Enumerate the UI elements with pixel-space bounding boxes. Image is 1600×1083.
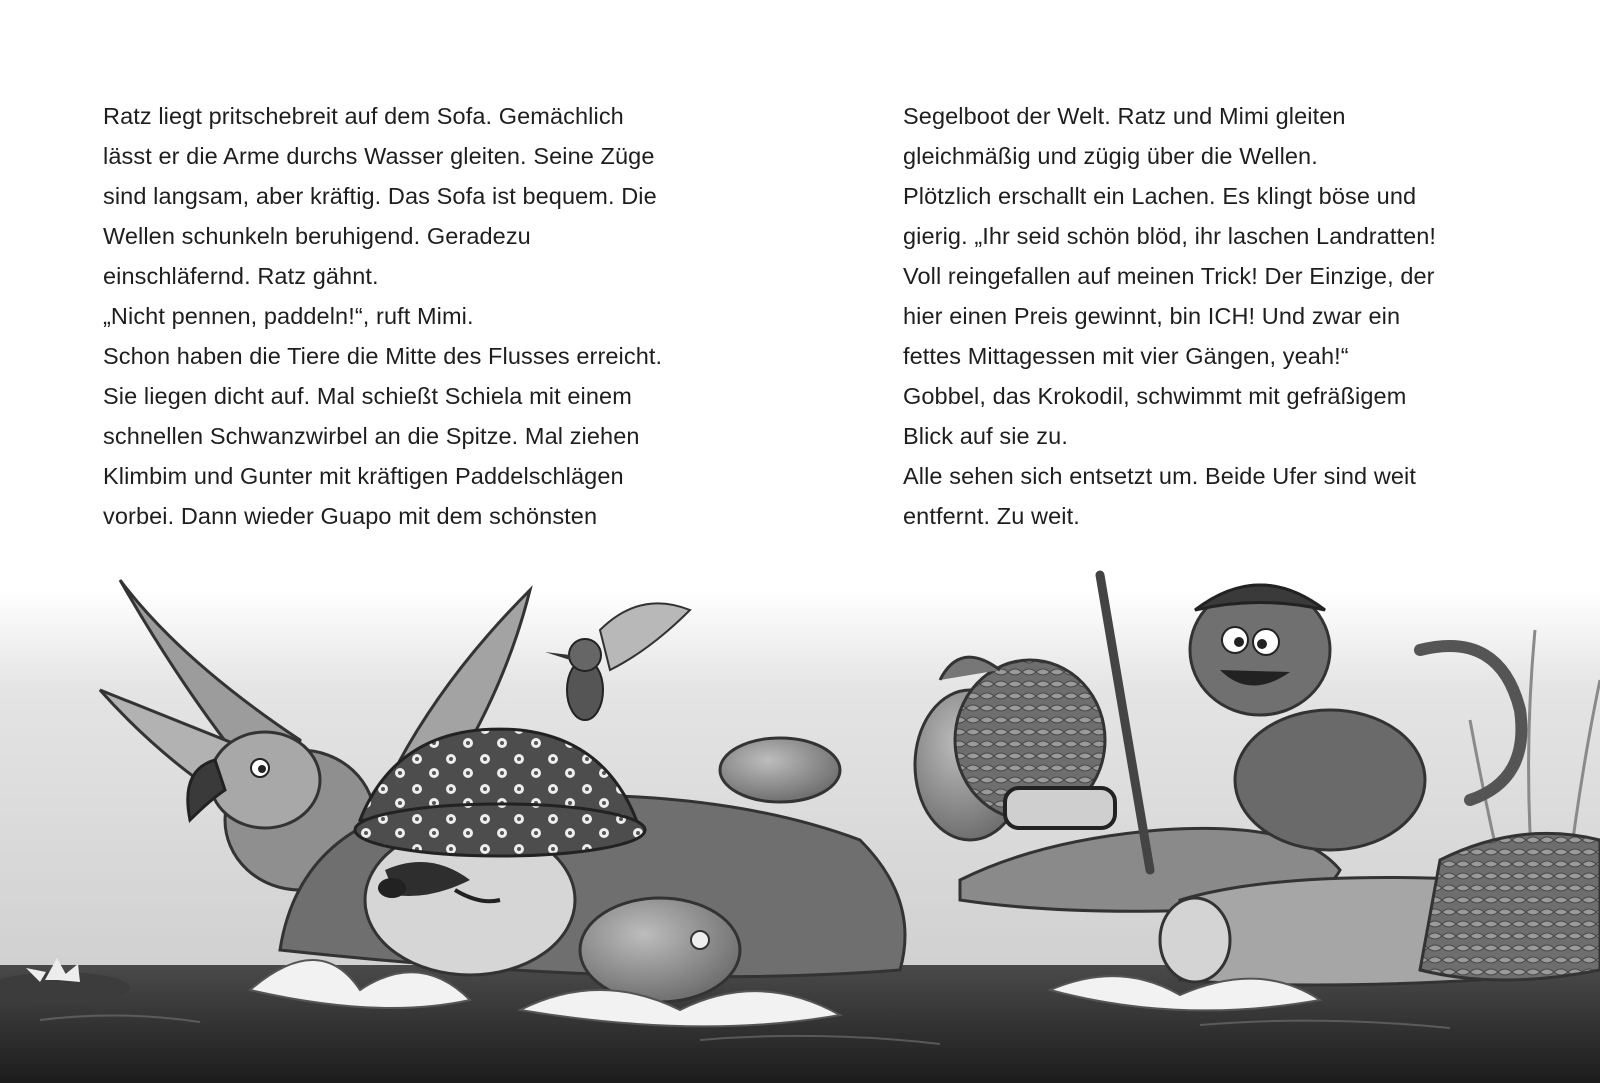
text-line: Klimbim und Gunter mit kräftigen Paddelschlägen [103,463,624,489]
left-page-text [103,96,713,536]
text-line: gleichmäßig und zügig über die Wellen. [903,143,1318,169]
text-line: schnellen Schwanzwirbel an die Spitze. Mal ziehen [103,423,640,449]
text-line: Segelboot der Welt. Ratz und Mimi gleiten [903,103,1346,129]
text-line: gierig. „Ihr seid schön blöd, ihr laschen Landratten! [903,223,1437,249]
text-line: Voll reingefallen auf meinen Trick! Der Einzige, der [903,263,1435,289]
text-line: lässt er die Arme durchs Wasser gleiten. Seine Züge [103,143,655,169]
river-race-illustration [0,570,1600,1083]
text-line: Plötzlich erschallt ein Lachen. Es klingt böse und [903,183,1417,209]
text-line: einschläfernd. Ratz gähnt. [103,263,379,289]
text-line: Wellen schunkeln beruhigend. Geradezu [103,223,531,249]
text-line: Blick auf sie zu. [903,423,1068,449]
text-line: Schon haben die Tiere die Mitte des Flusses erreicht. [103,343,663,369]
text-line: sind langsam, aber kräftig. Das Sofa ist bequem. Die [103,183,657,209]
text-line: Sie liegen dicht auf. Mal schießt Schiela mit einem [103,383,632,409]
text-line: „Nicht pennen, paddeln!“, ruft Mimi. [103,303,474,329]
text-line: entfernt. Zu weit. [903,503,1080,529]
text-line: fettes Mittagessen mit vier Gängen, yeah!“ [903,343,1349,369]
text-line: vorbei. Dann wieder Guapo mit dem schönsten [103,503,598,529]
text-line: Gobbel, das Krokodil, schwimmt mit gefräßigem [903,383,1407,409]
right-page-text [903,96,1543,536]
text-line: hier einen Preis gewinnt, bin ICH! Und zwar ein [903,303,1401,329]
text-line: Alle sehen sich entsetzt um. Beide Ufer sind weit [903,463,1417,489]
text-line: Ratz liegt pritschebreit auf dem Sofa. Gemächlich [103,103,624,129]
